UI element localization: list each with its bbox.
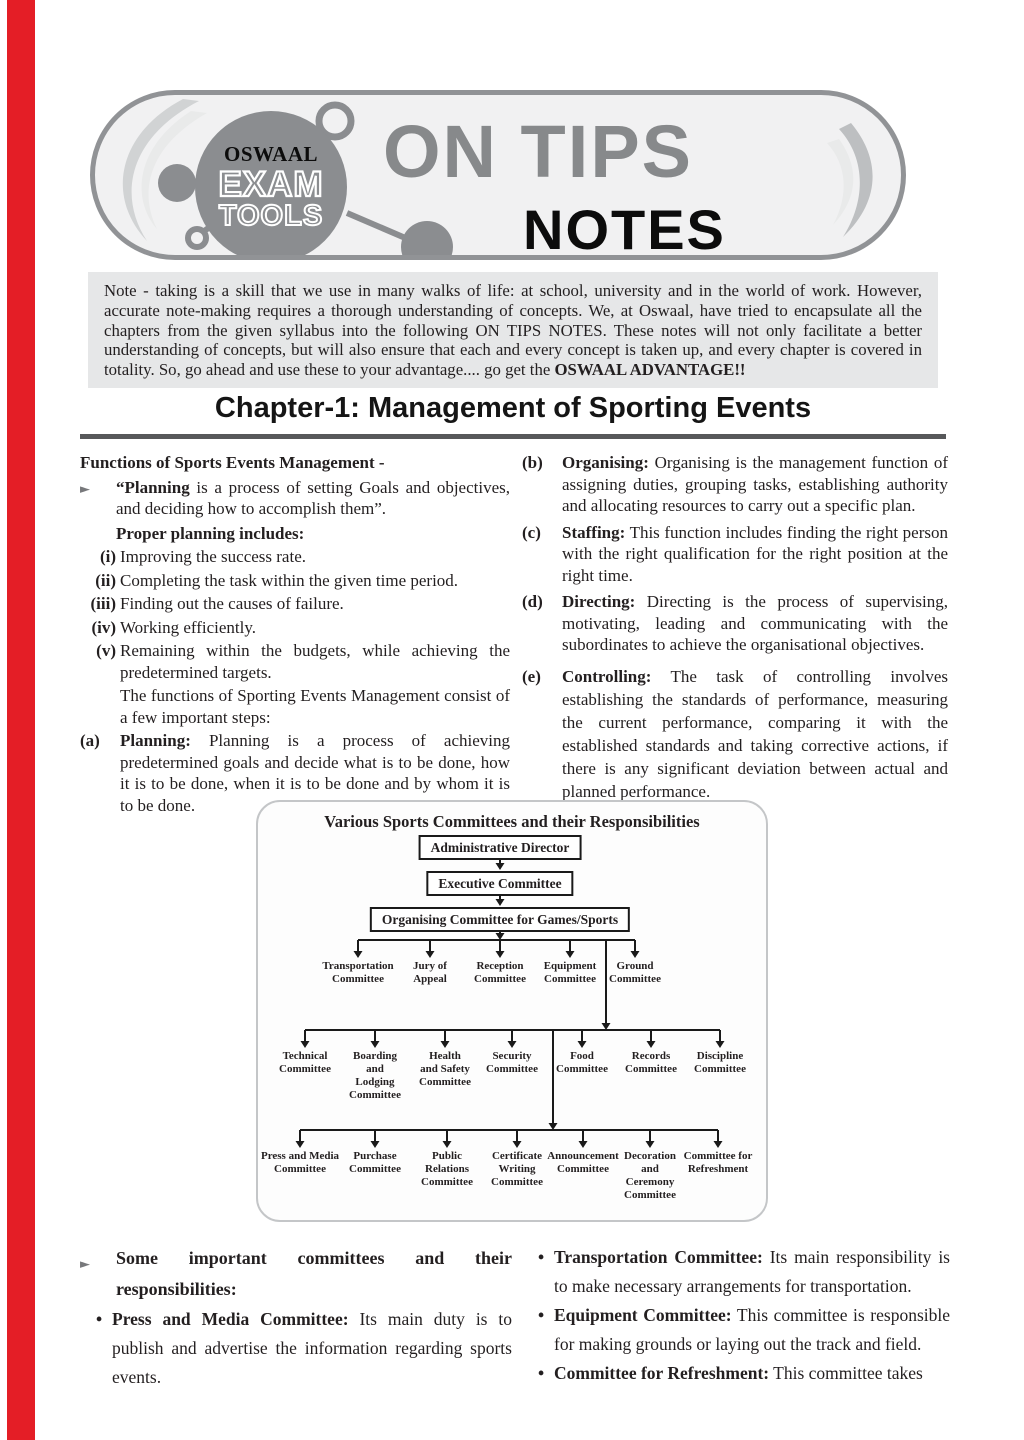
list-text: Working efficiently. [120,617,257,637]
chapter-title: Chapter-1: Management of Sporting Events [214,392,812,424]
list-marker: (c) [522,522,541,542]
bullet-dot: • [538,1363,545,1383]
committee-label: Announcement Committee [547,1150,619,1175]
item-lead: Staffing: [562,522,626,542]
list-marker: (iii) [90,594,116,613]
section-heading: Functions of Sports Events Management - [80,453,385,472]
bullet-item [522,1243,950,1301]
org-chart-box-organising-committee: Organising Committee for Games/Sports [370,907,630,932]
logo-text-oswaal: OSWAAL [223,141,319,166]
committee-label: Reception Committee [474,960,526,985]
intro-paragraph [88,272,938,388]
planning-quote [80,477,510,520]
intro-text: Note - taking is a skill that we use in many walks of life: at school, university and in the world of work. However, accurate note-making requires a thorough understanding of concepts. We, at Oswaal, have tried to encapsulate all the chapters from the given syllabus into the following ON TIPS NOTES. These notes will not only facilitate a better understanding of concepts, but will also ensure that each and every concept is taken up, and every chapter is covered in totality. So, go ahead and use these to your advantage.... go get the [104,281,922,380]
molecule-ring-bottom [188,229,206,247]
list-item [80,617,510,639]
bullet-dot: • [538,1247,545,1267]
bullet-item [522,1359,950,1388]
logo-text-tools: TOOLS [218,199,324,232]
bullet-text: Its main duty is to publish and advertise the information regarding sports events. [112,1309,513,1387]
left-column [80,452,510,818]
arrow-bullet-icon: ► [80,1257,90,1272]
committees-org-chart [256,800,768,1222]
committee-label: Technical Committee [279,1050,331,1075]
right-column [522,452,948,803]
committee-label: Transportation Committee [322,960,394,985]
org-chart-title: Various Sports Committees and their Responsibilities [324,812,700,831]
committee-label: Equipment Committee [543,960,597,985]
lettered-item-d [522,591,948,656]
bullet-lead: Committee for Refreshment: [554,1363,770,1383]
transition-paragraph [80,685,510,728]
important-committees-heading [80,1243,512,1305]
bullet-lead: Equipment Committee: [554,1305,732,1325]
subheading-text: Proper planning includes: [116,523,305,543]
list-marker: (e) [522,666,541,686]
list-text: Remaining within the budgets, while achieving the predetermined targets. [120,641,510,682]
list-text: Completing the task within the given time period. [120,570,459,590]
list-marker: (iv) [91,617,116,637]
list-marker: (b) [522,453,543,472]
item-lead: Directing: [562,592,636,611]
transition-text: The functions of Sporting Events Management consist of a few important steps: [120,686,510,727]
list-marker: (ii) [95,570,116,590]
quote-lead: “Planning [116,477,190,497]
committee-label: Ground Committee [609,960,661,985]
item-lead: Organising: [562,453,649,472]
committee-label: Committee for Refreshment [683,1150,753,1175]
bottom-right-column [522,1243,950,1388]
banner-title-notes: NOTES [523,198,726,260]
committee-label: Jury of Appeal [413,960,447,985]
item-lead: Planning: [120,731,191,750]
bullet-item [522,1301,950,1359]
list-marker: (i) [99,547,116,566]
org-chart-box-administrative-director: Administrative Director [419,835,582,860]
committee-label: Records Committee [625,1050,677,1075]
molecule-node-left [158,164,196,202]
bullet-text: Its main responsibility is to make necessary arrangements for transportation. [554,1247,950,1296]
bullet-text: This committee is responsible for making grounds or laying out the track and field. [554,1305,950,1354]
committee-label: Certificate Writing Committee [491,1150,543,1188]
list-text: Improving the success rate. [120,547,306,566]
item-text: This function includes finding the right person with the right qualification for the right position at the right time. [562,522,948,585]
lettered-item-e [522,665,948,803]
page-spine-red-bar [7,0,35,1440]
bullet-lead: Transportation Committee: [554,1247,763,1267]
list-item [80,640,510,683]
item-text: Directing is the process of supervising, motivating, leading and communicating with the subordinates to achieve the organisational objectives. [562,592,949,654]
list-marker: (d) [522,592,543,611]
lettered-item-c [522,522,948,587]
banner-title-on-tips: ON TIPS [383,110,694,193]
list-marker: (v) [96,641,116,660]
intro-highlight: OSWAAL ADVANTAGE!! [554,360,746,380]
committee-label: Decoration and Ceremony Committee [624,1150,676,1201]
molecule-node-bottomright [401,221,453,255]
list-marker: (a) [80,731,100,750]
bullet-dot: • [96,1309,103,1329]
committee-label: Press and Media Committee [260,1150,340,1175]
list-item [80,593,510,615]
lettered-item-b [522,452,948,517]
arrow-bullet-icon: ► [80,481,90,497]
list-text: Finding out the causes of failure. [120,594,344,613]
quote-rest: is a process of setting Goals and objectives, and deciding how to accomplish them”. [116,477,510,518]
committee-label: Public Relations Committee [421,1150,473,1188]
subheading-proper-planning [80,523,510,545]
logo-text-exam: EXAM [218,164,324,204]
list-item [80,570,510,592]
bullet-text: This committee takes [773,1363,923,1383]
bullet-item [80,1305,512,1392]
title-divider [80,434,946,439]
bullet-dot: • [538,1305,545,1325]
committee-label: Food Committee [556,1050,608,1075]
bullet-lead: Press and Media Committee: [112,1309,349,1329]
committee-label: Health and Safety Committee [419,1050,471,1088]
list-item [80,546,510,568]
committee-label: Purchase Committee [349,1150,401,1175]
bottom-left-column [80,1243,512,1392]
item-text: Organising is the management function of assigning duties, grouping tasks, establishing authority and allocating resources to carry out a specific plan. [562,453,949,515]
org-chart-box-executive-committee: Executive Committee [426,871,573,896]
committee-label: Discipline Committee [694,1050,746,1075]
heading-text: Some important committees and their responsibilities: [116,1248,512,1299]
header-banner [90,90,906,260]
committee-label: Boarding and Lodging Committee [349,1050,401,1101]
item-text: Planning is a process of achieving predetermined goals and decide what is to be done, how it is to be done, when it is to be done and by whom it is to be done. [120,731,511,815]
item-text: The task of controlling involves establishing the standards of performance, measuring the current performance, comparing it with the established standards and taking corrective actions, if there is any significant deviation between actual and planned performance. [562,666,948,801]
committee-label: Security Committee [486,1050,538,1075]
right-swoosh-inner [827,139,853,225]
oswaal-exam-tools-logo [195,111,347,260]
item-lead: Controlling: [562,666,652,686]
